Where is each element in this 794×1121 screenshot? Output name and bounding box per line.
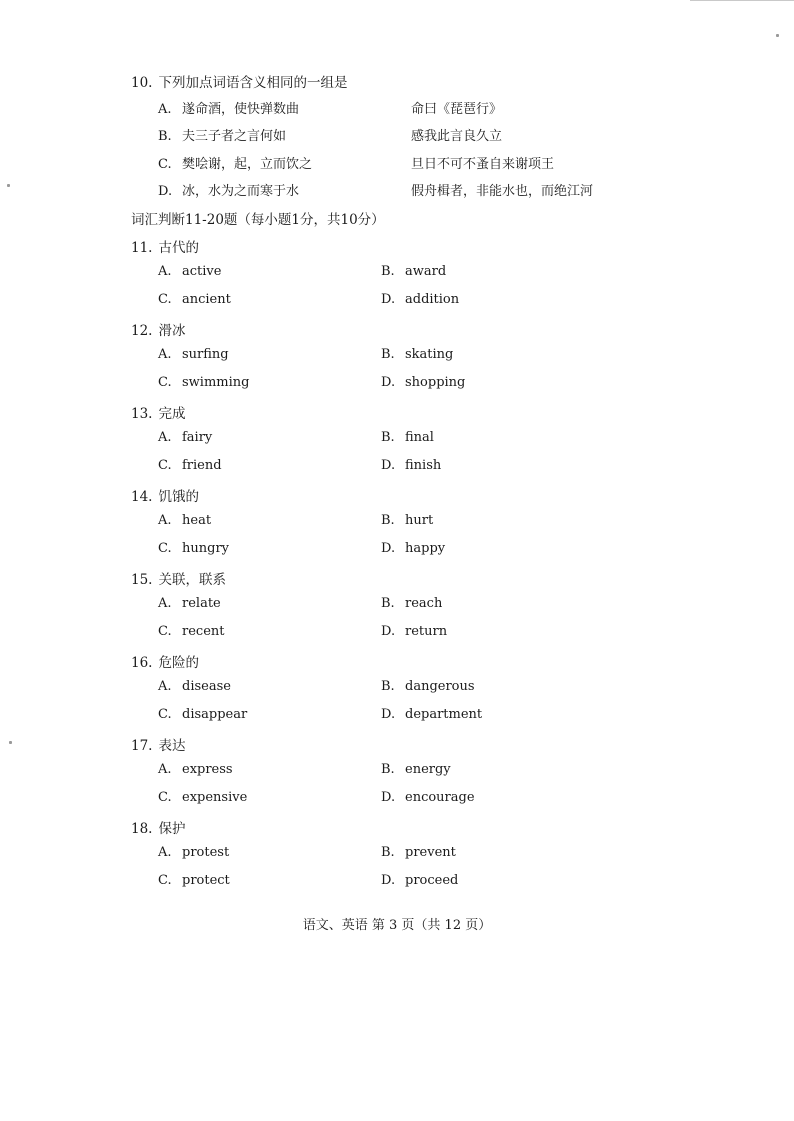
answer-option [381,790,475,805]
option-text: hurt [405,513,434,528]
q10-option-a-left [158,98,299,117]
question-number: 17. [131,738,153,754]
option-text: skating [405,347,454,362]
question-text: 饥饿的 [158,489,199,505]
q10-option-b-right: 感我此言良久立 [411,129,503,144]
answer-option [158,347,229,362]
option-text: heat [182,513,212,528]
answer-option [158,596,221,611]
answer-option [158,707,247,722]
option-letter: B. [381,347,395,362]
option-text: energy [405,762,451,777]
answer-option [158,679,231,694]
option-letter: C. [158,707,172,722]
option-letter: B. [381,513,395,528]
q10-option-c-left [158,153,312,172]
question-16-stem [131,651,199,671]
option-text: active [182,264,222,279]
answer-option [381,679,475,694]
question-text: 滑冰 [158,323,186,339]
option-letter: B. [381,845,395,860]
option-letter: B. [381,596,395,611]
answer-option [158,375,249,390]
option-text: expensive [182,790,248,805]
option-letter: D. [158,184,173,199]
question-text: 古代的 [158,240,199,256]
answer-option [381,707,482,722]
option-letter: D. [381,624,396,639]
option-letter: A. [158,513,172,528]
option-letter: D. [381,873,396,888]
scan-speck [7,184,10,187]
answer-option [381,845,456,860]
q10-option-d-right: 假舟楫者，非能水也，而绝江河 [411,184,594,199]
option-text: dangerous [405,679,475,694]
option-text: relate [182,596,221,611]
q10-option-a-right: 命曰《琵琶行》 [411,102,503,117]
question-number: 11. [131,240,153,256]
option-text: addition [405,292,460,307]
question-number: 15. [131,572,153,588]
option-text: ancient [182,292,231,307]
option-letter: D. [381,790,396,805]
answer-option [381,873,458,888]
option-letter: B. [381,762,395,777]
option-text: friend [182,458,222,473]
answer-option [381,762,451,777]
question-11-stem [131,236,199,256]
answer-option [381,458,441,473]
question-number: 10. [131,75,153,91]
option-letter: C. [158,790,172,805]
option-letter: D. [381,375,396,390]
option-letter: C. [158,873,172,888]
option-text: express [182,762,233,777]
answer-option [158,845,229,860]
section-title: 词汇判断11-20题（每小题1分，共10分） [131,212,385,228]
q10-option-d-left [158,180,299,199]
option-text: surfing [182,347,229,362]
answer-option [381,347,453,362]
answer-option [381,375,465,390]
option-letter: B. [158,129,172,144]
q10-option-c-right: 旦日不可不蚤自来谢项王 [411,157,555,172]
scan-edge-line [690,0,794,1]
answer-option [158,541,229,556]
option-text: 夫三子者之言何如 [182,129,287,144]
option-letter: A. [158,102,172,117]
answer-option [381,292,459,307]
option-text: department [405,707,483,722]
page-footer: 语文、英语 第 3 页（共 12 页） [302,918,492,933]
question-text: 关联，联系 [158,572,226,588]
option-letter: A. [158,762,172,777]
option-letter: C. [158,458,172,473]
answer-option [158,624,224,639]
answer-option [158,762,233,777]
option-letter: C. [158,624,172,639]
question-number: 14. [131,489,153,505]
question-13-stem [131,402,185,422]
question-17-stem [131,734,185,754]
answer-option [381,430,434,445]
answer-option [158,873,230,888]
option-letter: A. [158,679,172,694]
option-letter: C. [158,157,172,172]
option-text: recent [182,624,225,639]
option-letter: A. [158,264,172,279]
answer-option [158,292,231,307]
answer-option [381,624,447,639]
option-text: disappear [182,707,248,722]
option-text: 冰，水为之而寒于水 [182,184,300,199]
option-text: final [405,430,434,445]
option-text: hungry [182,541,229,556]
q10-option-b-left [158,125,286,144]
option-letter: A. [158,596,172,611]
question-number: 12. [131,323,153,339]
question-18-stem [131,817,185,837]
option-letter: D. [381,458,396,473]
option-letter: B. [381,264,395,279]
question-number: 18. [131,821,153,837]
answer-option [158,430,212,445]
question-text: 完成 [158,406,186,422]
option-letter: B. [381,679,395,694]
option-text: fairy [182,430,213,445]
answer-option [381,513,433,528]
option-letter: C. [158,541,172,556]
question-text: 表达 [158,738,186,754]
option-letter: D. [381,541,396,556]
option-letter: B. [381,430,395,445]
answer-option [158,790,247,805]
option-text: protect [182,873,230,888]
question-text: 危险的 [158,655,199,671]
option-letter: D. [381,707,396,722]
option-letter: A. [158,347,172,362]
answer-option [158,264,221,279]
question-number: 16. [131,655,153,671]
question-14-stem [131,485,199,505]
question-number: 13. [131,406,153,422]
answer-option [158,458,222,473]
answer-option [381,541,445,556]
scan-speck [9,741,12,744]
option-text: finish [405,458,442,473]
option-text: 遂命酒，使快弹数曲 [182,102,300,117]
option-text: encourage [405,790,475,805]
option-letter: A. [158,845,172,860]
option-letter: C. [158,292,172,307]
question-15-stem [131,568,226,588]
option-text: disease [182,679,231,694]
option-text: proceed [405,873,459,888]
option-text: protest [182,845,230,860]
answer-option [381,596,442,611]
question-12-stem [131,319,185,339]
question-10-stem [131,71,347,91]
option-text: prevent [405,845,456,860]
option-letter: C. [158,375,172,390]
question-text: 保护 [158,821,186,837]
option-text: award [405,264,447,279]
option-text: happy [405,541,446,556]
option-letter: A. [158,430,172,445]
option-text: 樊哙谢，起，立而饮之 [182,157,313,172]
option-text: swimming [182,375,250,390]
answer-option [158,513,211,528]
option-text: return [405,624,448,639]
answer-option [381,264,446,279]
option-letter: D. [381,292,396,307]
scan-speck [776,34,779,37]
question-text: 下列加点词语含义相同的一组是 [158,75,348,91]
option-text: shopping [405,375,466,390]
option-text: reach [405,596,443,611]
